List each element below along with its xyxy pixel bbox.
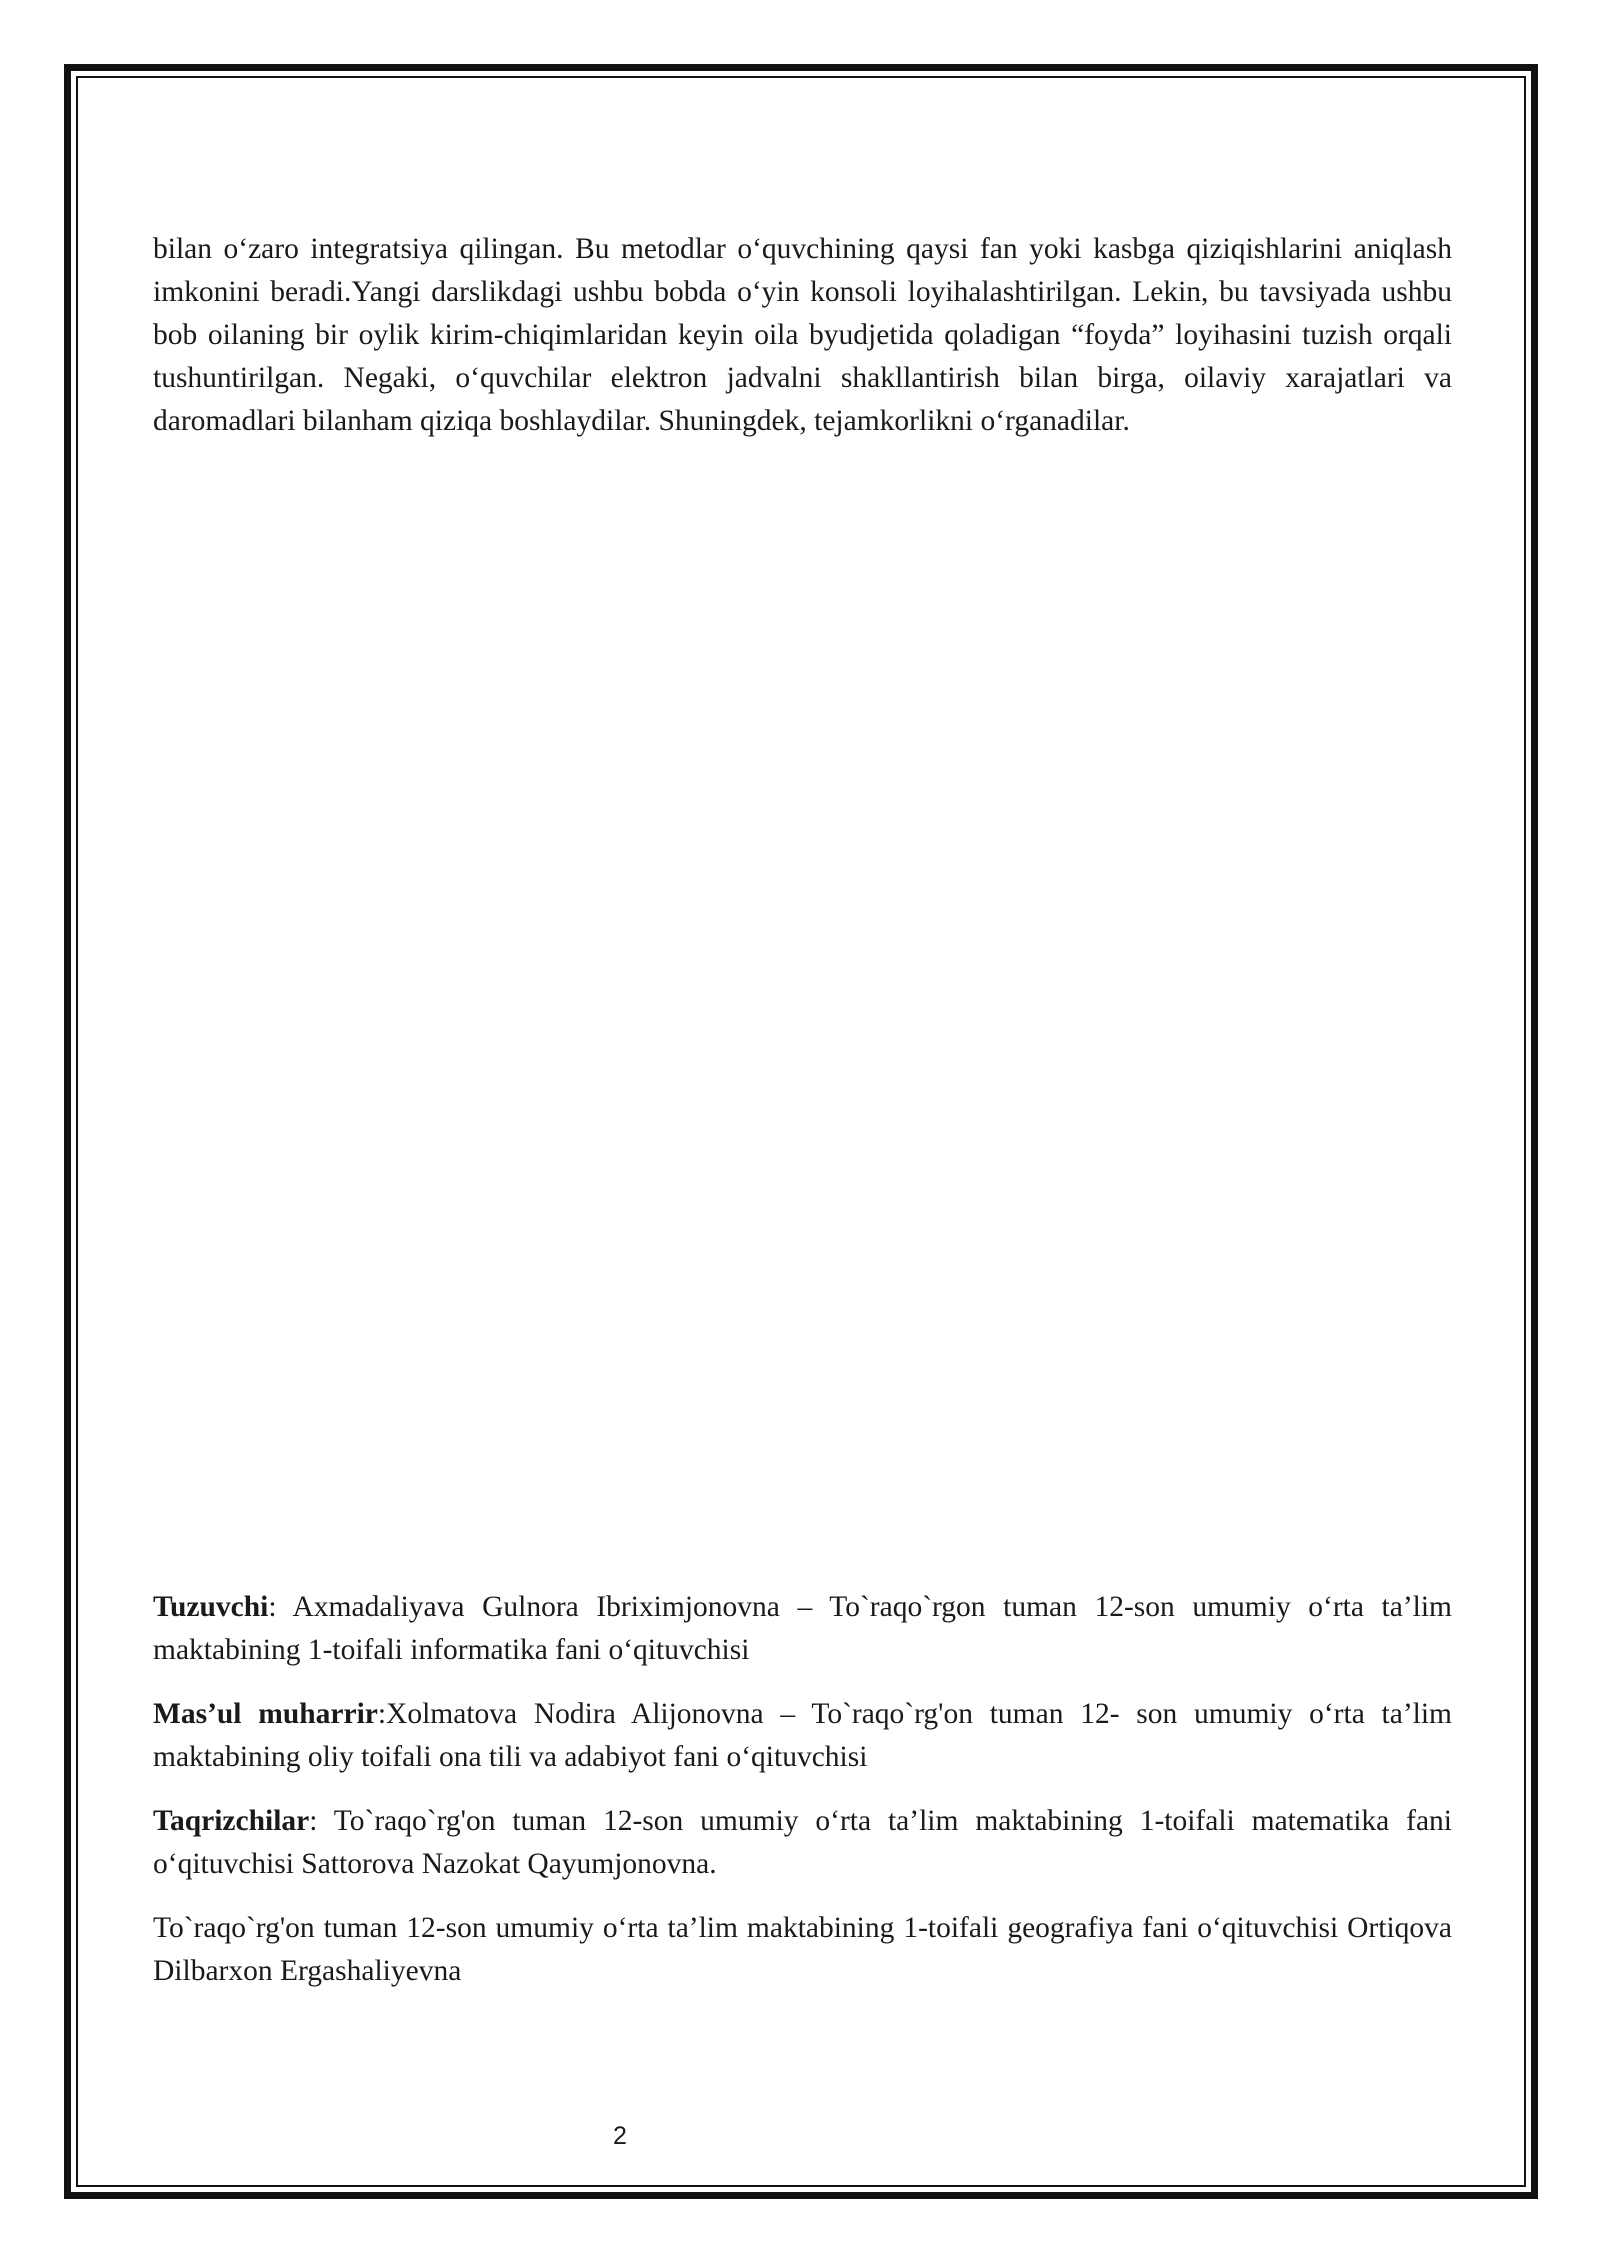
reviewers-credit — [153, 1800, 1452, 1886]
editor-label: Mas’ul muharrir — [153, 1698, 378, 1730]
author-label: Tuzuvchi — [153, 1591, 269, 1623]
page-number: 2 — [613, 2122, 627, 2150]
author-credit — [153, 1586, 1452, 1672]
second-reviewer-credit: To`raqo`rg'on tuman 12-son umumiy o‘rta ta’lim maktabining 1-toifali geografiya fani o‘qituvchisi Ortiqova Dilbarxon Ergashaliyevna — [153, 1912, 1452, 1987]
reviewers-label: Taqrizchilar — [153, 1805, 310, 1837]
intro-paragraph: bilan o‘zaro integratsiya qilingan. Bu metodlar o‘quvchining qaysi fan yoki kasbga qiziqishlarini aniqlash imkonini beradi.Yangi darslikdagi ushbu bobda o‘yin konsoli loyihalashtirilgan. Lekin, bu tavsiyada ushbu bob oilaning bir oylik kirim-chiqimlaridan keyin oila byudjetida qoladigan “foyda” loyihasini tuzish orqali tushuntirilgan. Negaki, o‘quvchilar elektron jadvalni shakllantirish bilan birga, oilaviy xarajatlari va daromadlari bilanham qiziqa boshlaydilar. Shuningdek, tejamkorlikni o‘rganadilar. — [153, 233, 1452, 437]
reviewers-text: : To`raqo`rg'on tuman 12-son umumiy o‘rta ta’lim maktabining 1-toifali matematika fani o‘qituvchisi Sattorova Nazokat Qayumjonovna. — [153, 1805, 1452, 1880]
author-text: : Axmadaliyava Gulnora Ibriximjonovna – To`raqo`rgon tuman 12-son umumiy o‘rta ta’lim maktabining 1-toifali informatika fani o‘qituvchisi — [153, 1591, 1452, 1666]
editor-credit — [153, 1693, 1452, 1779]
editor-text: :Xolmatova Nodira Alijonovna – To`raqo`rg'on tuman 12- son umumiy o‘rta ta’lim maktabining oliy toifali ona tili va adabiyot fani o‘qituvchisi — [153, 1698, 1452, 1773]
credits-section — [153, 1586, 1452, 2014]
